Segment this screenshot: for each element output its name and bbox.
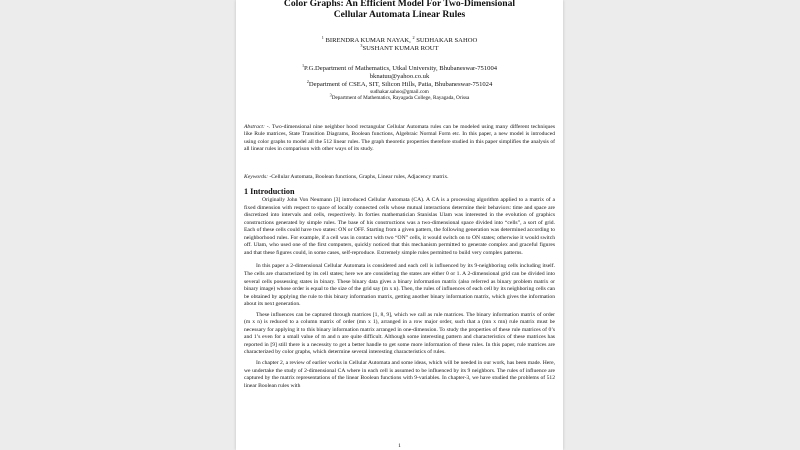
affiliation-2: [244, 78, 555, 89]
affil-sup-3: 3: [329, 92, 332, 98]
affiliation-2-text: Department of CSEA, SIT, Silicon Hills, Patia, Bhubaneswar-751024: [308, 80, 493, 88]
paper-title: [244, 0, 555, 21]
affil-sup-2: 2: [306, 78, 309, 84]
affiliation-1-text: P.G.Department of Mathematics, Utkal University, Bhubaneswar-751004: [304, 64, 498, 72]
affil-sup-1: 1: [301, 62, 305, 68]
title-line-2: Cellular Automata Linear Rules: [333, 9, 466, 21]
author-list: [244, 34, 555, 53]
email-1: bknatuu@yahoo.co.uk: [369, 72, 430, 80]
title-line-1: Color Graphs: An Efficient Model For Two-Dimensional: [283, 0, 516, 9]
author-sup-2: 2: [412, 34, 415, 40]
abstract-text: Two-dimensional nine neighbor hood rectangular Cellular Automata rules can be modeled using many different techniques like Rule matrices, State Transition Diagrams, Boolean functions, Algebraic Normal Form etc. In this paper, a new model is introduced using color graphs to model all the 512 linear rules. The graph theoretic properties therefore studied in this paper simplifies the analysis of all linear rules in comparison with other ways of its study.: [244, 124, 556, 153]
author-line-1: [244, 34, 555, 45]
section-heading-introduction: 1 Introduction: [244, 187, 295, 197]
intro-paragraph-2: In this paper a 2-dimensional Cellular Automata is considered and each cell is influenced by its 9-neighboring cells including itself. The cells are characterized by its cell states; here we are considering the states are either 0 or 1. A 2-dimensional grid can be divided into several cells possessing states in binary. These binary data gives a binary information matrix (also referred as binary problem matrix or binary image) whose order is equal to the size of the grid say (m x n). Then, the rules of influences of each cell by its neighboring cells can be obtained by applying the rule to this binary information matrix, getting another binary information matrix, which gives the information about its next generation.: [244, 263, 555, 308]
author-rout: SUSHANT KUMAR ROUT: [362, 44, 439, 52]
author-sup-3: 3: [360, 42, 363, 48]
affiliation-3-text: Department of Mathematics, Rayagada College, Rayagada, Orissa: [331, 95, 470, 102]
page-number: 1: [398, 443, 401, 449]
author-nayak: BIRENDRA KUMAR NAYAK,: [325, 36, 411, 44]
keywords-text: -Cellular Automata, Boolean functions, Graphs, Linear rules, Adjacency matrix.: [268, 173, 449, 180]
intro-paragraph-4: In chapter 2, a review of earlier works in Cellular Automata and some ideas, which will be needed in our work, has been made. Here, we undertake the study of 2-dimensional CA where in each cell is assumed to be influenced by its 9 neighbors. The rules of influence are captured by the matrix representations of the linear Boolean functions with 9-variables. In chapter-3, we have studied the problems of 512 linear Boolean rules with: [244, 359, 555, 389]
page-content: [244, 0, 555, 390]
author-sup-1: 1: [321, 34, 324, 40]
affiliation-1: [244, 62, 555, 73]
keywords: [244, 174, 555, 181]
affiliations: [244, 62, 555, 102]
affiliation-3: [244, 92, 555, 102]
author-line-2: [244, 42, 555, 53]
abstract: [244, 124, 555, 154]
keywords-label: Keywords:: [244, 173, 269, 180]
author-sahoo: SUDHAKAR SAHOO: [416, 36, 478, 44]
pdf-page[interactable]: [236, 0, 563, 450]
email-2: sudhakar.sahoo@gmail.com: [370, 88, 429, 95]
abstract-label: Abstract: -.: [244, 124, 271, 130]
intro-paragraph-1: Originally John Von Neumann [3] introduced Cellular Automata (CA). A CA is a processing algorithm applied to a matrix of a fixed dimension with respect to space of locally connected cells whose mutual interactions determine their behaviors: time and space are discretized into intervals and cells, respectively. In forties mathematician Stanislas Ulam was interested in the evolution of graphics constructions generated by simple rules. The base of his constructions was a two-dimensional space divided into “cells”, a sort of grid. Each of these cells could have two states: ON or OFF. Starting from a given pattern, the following generation was determined according to neighborhood rules. For example, if a cell was in contact with two “ON” cells, it would switch on to ON states; otherwise it would switch off. Ulam, who used one of the first computers, quickly noticed that this mechanism permitted to generate complex and graceful figures and that these figures could, in some cases, self-reproduce. Extremely simple rules permitted to build very complex patterns.: [244, 197, 555, 256]
intro-paragraph-3: These influences can be captured through matrices [1, 8, 9], which we call as rule matrices. The binary information matrix of order (m x n) is reduced to a column matrix of order (mn x 1), arranged in a row major order, such that a (mn x mn) rule matrix must be necessary for applying it to this binary information matrix arranged in one-dimension. To study the properties of these rule matrices of 0’s and 1’s even for a small value of m and n are quite difficult. Although some interesting pattern and characteristics of these matrices has reported in [9] still there is a necessity to get a better handle to get some more information of these rules. In this paper, rule matrices are characterized by color graphs, which determine several interesting characteristics of rules.: [244, 311, 555, 356]
